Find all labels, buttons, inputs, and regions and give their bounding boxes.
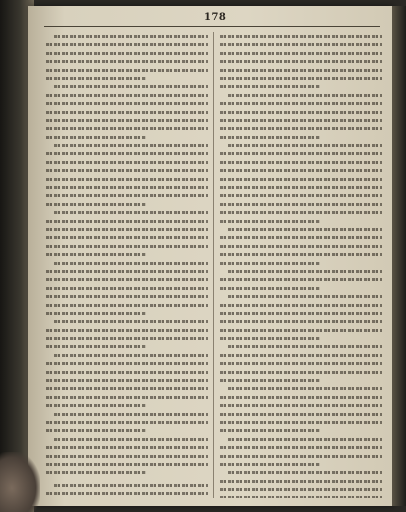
text-column-right [220, 32, 382, 498]
page-edge [392, 6, 406, 506]
column-divider [213, 32, 214, 498]
text-column-left [46, 32, 208, 498]
thumb [0, 452, 40, 512]
header-rule [44, 26, 380, 27]
page-number: 178 [204, 12, 227, 23]
